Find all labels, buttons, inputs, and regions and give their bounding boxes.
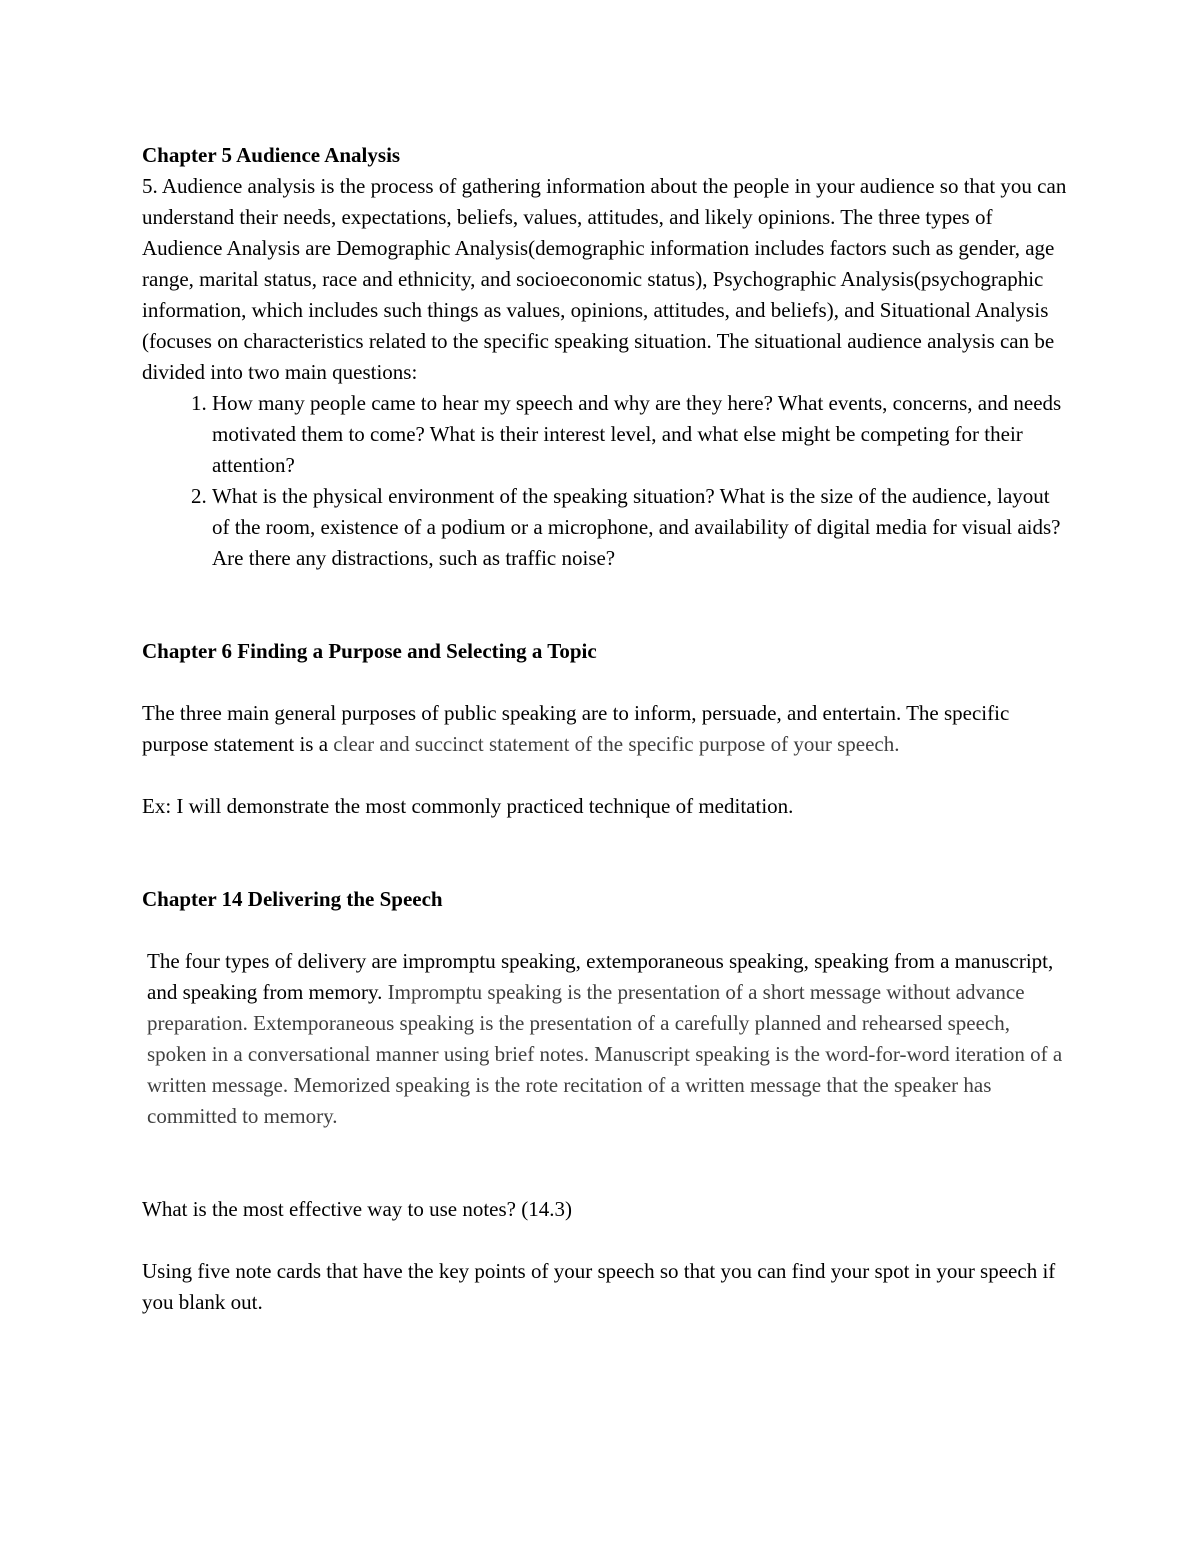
situational-questions-list <box>142 388 1072 574</box>
chapter6-purposes-text: The three main general purposes of public speaking are to inform, persuade, and entertain. The specific purpose statement is a <box>142 701 1010 756</box>
notes-answer: Using five note cards that have the key points of your speech so that you can find your spot in your speech if you blank out. <box>142 1259 1056 1314</box>
chapter6-purposes-cont: clear and succinct statement of the specific purpose of your speech. <box>328 732 900 756</box>
list-item: 2. What is the physical environment of the speaking situation? What is the size of the audience, layout of the room, existence of a podium or a microphone, and availability of digital media for visual aids? Are there any distractions, such as traffic noise? <box>212 481 1072 574</box>
chapter14-delivery-text: The four types of delivery are impromptu speaking, extemporaneous speaking, speaking from a manuscript, and speaking from memory. <box>147 949 1054 1004</box>
chapter6-example: Ex: I will demonstrate the most commonly practiced technique of meditation. <box>142 794 794 818</box>
chapter5-heading: Chapter 5 Audience Analysis <box>142 143 401 167</box>
chapter6-heading: Chapter 6 Finding a Purpose and Selecting a Topic <box>142 639 597 663</box>
chapter5-intro: 5. Audience analysis is the process of gathering information about the people in your audience so that you can understand their needs, expectations, beliefs, values, attitudes, and likely opinions. The three types of Audience Analysis are Demographic Analysis(demographic information includes factors such as gender, age range, marital status, race and ethnicity, and socioeconomic status), Psychographic Analysis(psychographic information, which includes such things as values, opinions, attitudes, and beliefs), and Situational Analysis <box>142 174 1067 322</box>
document-page <box>142 140 1072 1318</box>
chapter6-purposes <box>142 698 1072 760</box>
chapter5-situational: (focuses on characteristics related to the specific speaking situation. The situational audience analysis can be divided into two main questions: <box>142 329 1055 384</box>
chapter14-heading: Chapter 14 Delivering the Speech <box>142 887 443 911</box>
notes-question: What is the most effective way to use notes? (14.3) <box>142 1197 572 1221</box>
chapter14-delivery-cont: Impromptu speaking is the presentation of a short message without advance preparation. Extemporaneous speaking is the presentation of a carefully planned and rehearsed speech, spoken in a conversational manner using brief notes. Manuscript speaking is the word-for-word iteration of a written message. Memorized speaking is the rote recitation of a written message that the speaker has committed to memory. <box>147 980 1063 1128</box>
list-item: 1. How many people came to hear my speech and why are they here? What events, concerns, and needs motivated them to come? What is their interest level, and what else might be competing for their attention? <box>212 388 1072 481</box>
chapter14-delivery <box>142 946 1072 1132</box>
